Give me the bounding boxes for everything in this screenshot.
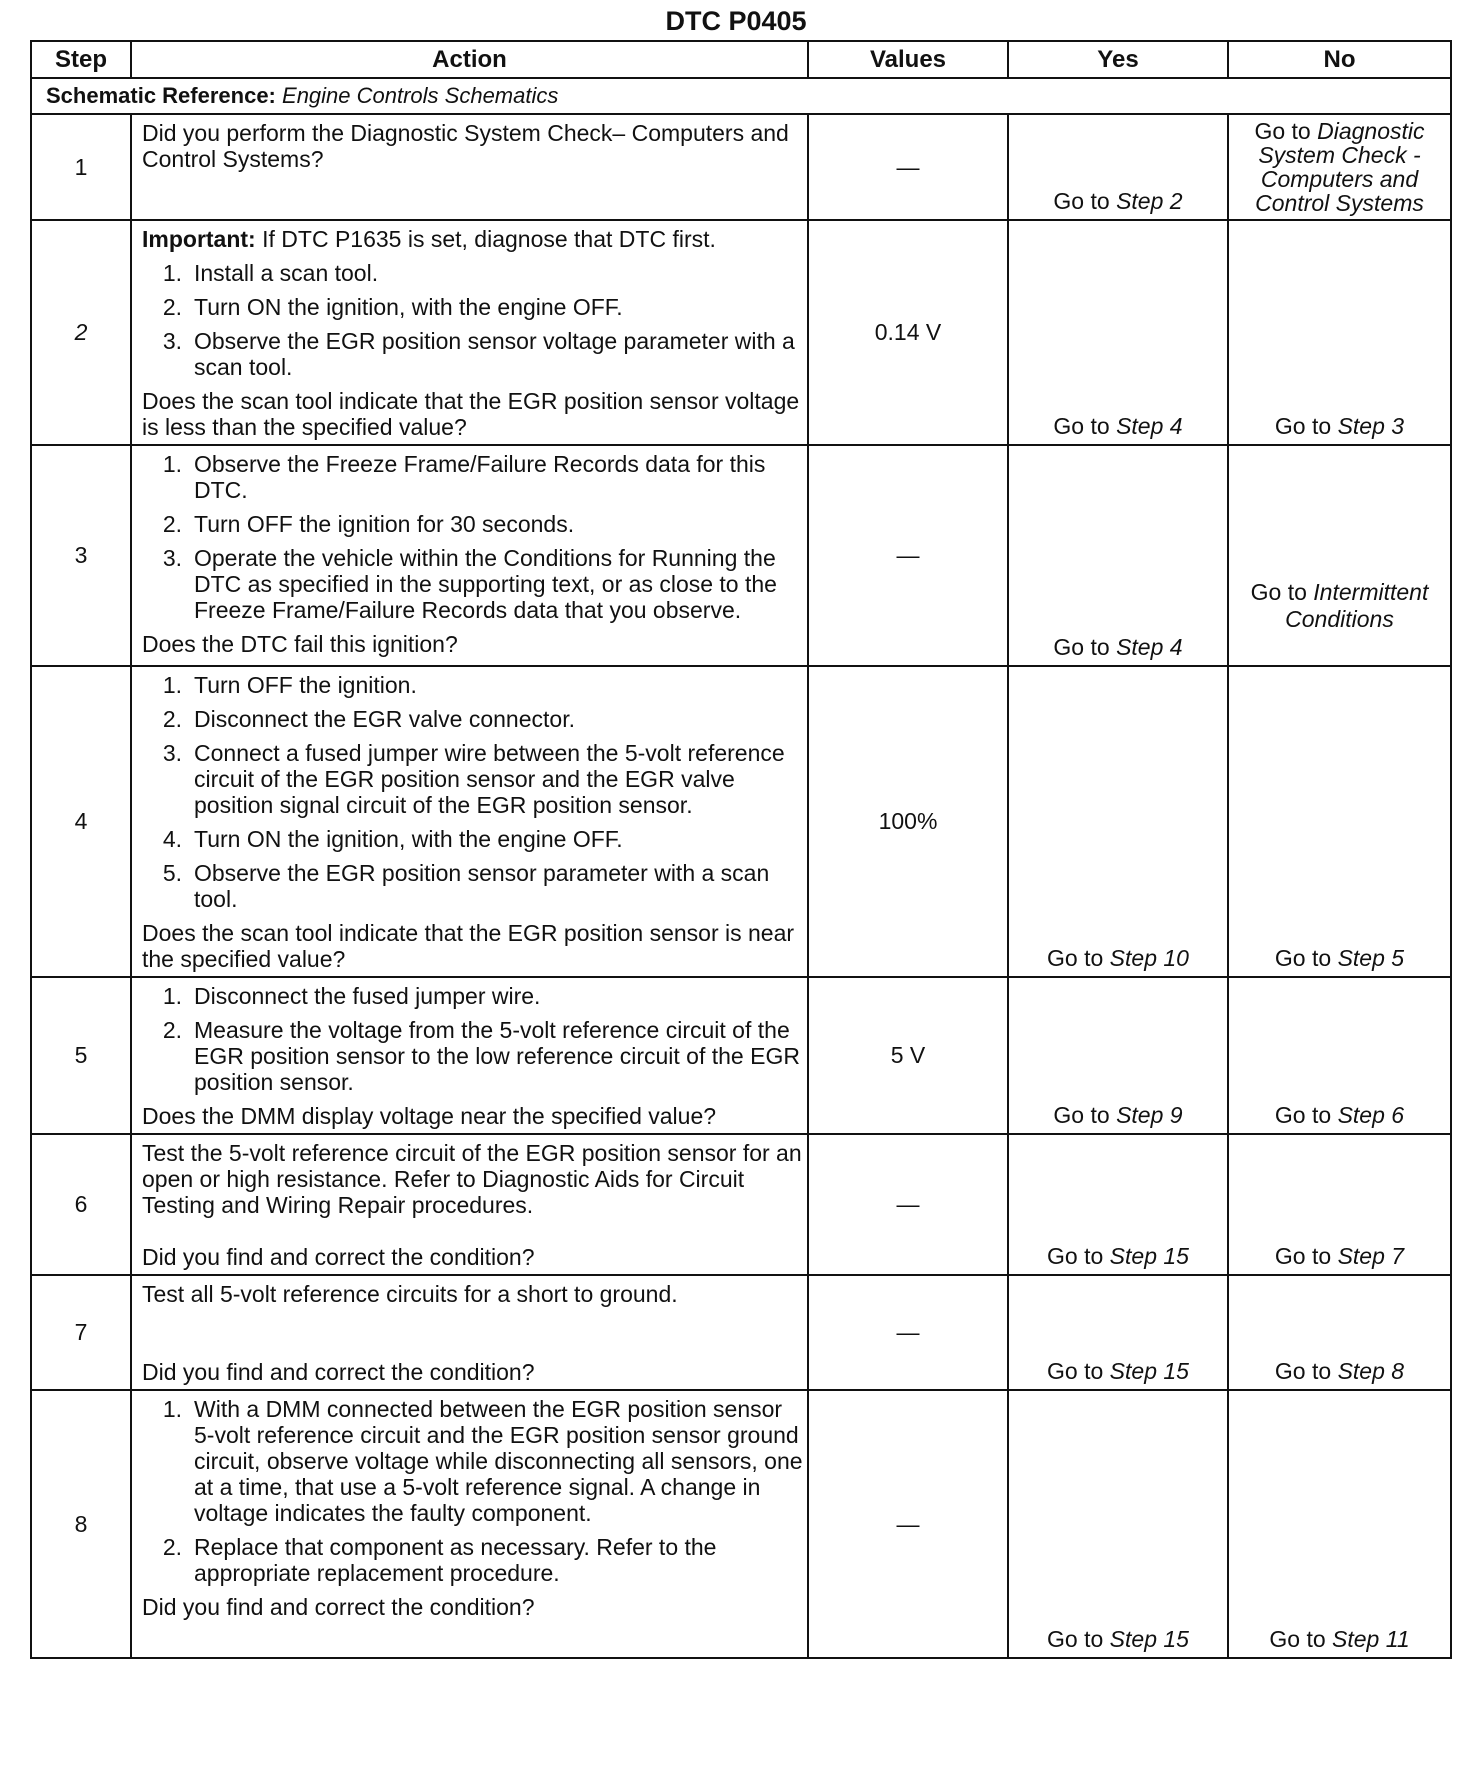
yes-cell: Go to Step 9 [1008,977,1228,1134]
no-line: Conditions [1285,605,1394,632]
action-cell [131,445,808,666]
list-item: 1. With a DMM connected between the EGR position sensor 5-volt reference circuit and the EGR position sensor ground circuit, observe voltage while disconnecting all sensors, one at a time, that use a 5-volt reference signal. A change in voltage indicates the faulty component. [162,1396,803,1526]
no-target: Step 11 [1332,1626,1410,1652]
no-line: Go to Intermittent [1250,578,1429,605]
page-title: DTC P0405 [665,6,807,36]
value-cell: 100% [808,666,1008,977]
action-cell [131,1390,808,1658]
no-cell: Go to Step 8 [1228,1275,1451,1390]
step-number: 3 [31,445,131,666]
table-row [31,666,1451,977]
no-cell: Go to Step 6 [1228,977,1451,1134]
step-list [142,451,803,623]
go-to-label: Go to [1053,188,1110,214]
value-cell: — [808,445,1008,666]
action-cell [131,1275,808,1390]
step-list [142,672,803,912]
table-row [31,977,1451,1134]
yes-cell: Go to Step 10 [1008,666,1228,977]
action-cell [131,977,808,1134]
list-item: 2. Turn ON the ignition, with the engine OFF. [162,294,623,320]
list-item: 3. Connect a fused jumper wire between the 5-volt reference circuit of the EGR position sensor and the EGR valve position signal circuit of the EGR position sensor. [162,740,785,818]
list-item: 2. Replace that component as necessary. Refer to the appropriate replacement procedure. [162,1534,717,1586]
step-list [142,260,803,380]
question-text: Does the scan tool indicate that the EGR position sensor voltage is less than the specified value? [142,388,800,440]
action-cell [131,666,808,977]
step-number: 6 [31,1134,131,1275]
no-cell: Go to Step 3 [1228,220,1451,445]
question-text: Does the DTC fail this ignition? [142,631,458,657]
yes-target: Step 15 [1109,1243,1189,1269]
diagnostic-table [30,40,1452,1659]
yes-target: Step 15 [1109,1358,1189,1384]
no-target: Step 5 [1337,945,1405,971]
schematic-reference-row [31,78,1451,114]
header-step: Step [31,41,131,78]
action-text: Test the 5-volt reference circuit of the EGR position sensor for an open or high resistance. Refer to Diagnostic Aids for Circuit Testing and Wiring Repair procedures. [142,1140,802,1218]
step-number: 2 [31,220,131,445]
yes-target: Step 4 [1116,634,1183,660]
header-action: Action [131,41,808,78]
yes-target: Step 2 [1116,188,1183,214]
question-text: Did you find and correct the condition? [142,1359,535,1385]
yes-cell: Go to Step 4 [1008,445,1228,666]
yes-target: Step 9 [1116,1102,1183,1128]
no-line: Computers and [1260,166,1419,192]
yes-target: Step 4 [1116,413,1183,439]
value-cell: — [808,1275,1008,1390]
list-item: 2. Turn OFF the ignition for 30 seconds. [162,511,575,537]
step-list [142,983,803,1095]
action-cell [131,1134,808,1275]
important-text: If DTC P1635 is set, diagnose that DTC first. [262,226,716,252]
value-cell: — [808,114,1008,220]
no-target: Step 7 [1337,1243,1405,1269]
list-item: 1. Turn OFF the ignition. [162,672,417,698]
value-cell: 5 V [808,977,1008,1134]
action-cell [131,220,808,445]
no-target: Step 8 [1337,1358,1405,1384]
no-cell [1228,445,1451,666]
question-text: Did you find and correct the condition? [142,1244,535,1270]
list-item: 2. Measure the voltage from the 5-volt reference circuit of the EGR position sensor to the low reference circuit of the EGR position sensor. [162,1017,800,1095]
step-number: 8 [31,1390,131,1658]
header-row [31,41,1451,78]
header-yes: Yes [1008,41,1228,78]
step-number: 1 [31,114,131,220]
no-cell: Go to Step 7 [1228,1134,1451,1275]
question-text: Does the scan tool indicate that the EGR position sensor is near the specified value? [142,920,795,972]
no-target: Step 6 [1337,1102,1405,1128]
value-cell: 0.14 V [808,220,1008,445]
no-cell: Go to Step 5 [1228,666,1451,977]
table-row [31,1275,1451,1390]
step-number: 5 [31,977,131,1134]
yes-cell: Go to Step 15 [1008,1390,1228,1658]
yes-target: Step 15 [1109,1626,1189,1652]
no-line: System Check - [1258,142,1421,168]
table-row [31,220,1451,445]
yes-target: Step 10 [1109,945,1189,971]
step-number: 7 [31,1275,131,1390]
list-item: 2. Disconnect the EGR valve connector. [162,706,575,732]
schematic-reference-label: Schematic Reference: [46,83,276,108]
question-text: Does the DMM display voltage near the specified value? [142,1103,717,1129]
no-line: Go to Diagnostic [1254,118,1425,144]
list-item: 3. Operate the vehicle within the Conditions for Running the DTC as specified in the supporting text, or as close to the Freeze Frame/Failure Records data that you observe. [162,545,777,623]
important-label: Important: [142,226,256,252]
table-row [31,1390,1451,1658]
value-cell: — [808,1390,1008,1658]
action-text: Test all 5-volt reference circuits for a short to ground. [142,1281,678,1307]
table-row [31,1134,1451,1275]
yes-cell: Go to Step 15 [1008,1134,1228,1275]
yes-cell [1008,114,1228,220]
yes-cell: Go to Step 4 [1008,220,1228,445]
no-cell [1228,114,1451,220]
action-cell [131,114,808,220]
list-item: 1. Observe the Freeze Frame/Failure Records data for this DTC. [162,451,766,503]
list-item: 1. Disconnect the fused jumper wire. [162,983,541,1009]
schematic-reference [31,78,1451,114]
header-values: Values [808,41,1008,78]
list-item: 5. Observe the EGR position sensor parameter with a scan tool. [162,860,770,912]
list-item: 1. Install a scan tool. [162,260,379,286]
step-number: 4 [31,666,131,977]
table-row [31,445,1451,666]
yes-cell: Go to Step 15 [1008,1275,1228,1390]
header-no: No [1228,41,1451,78]
no-line: Control Systems [1255,190,1424,216]
no-cell: Go to Step 11 [1228,1390,1451,1658]
table-row [31,114,1451,220]
list-item: 4. Turn ON the ignition, with the engine OFF. [162,826,623,852]
list-item: 3. Observe the EGR position sensor voltage parameter with a scan tool. [162,328,795,380]
no-target: Step 3 [1337,413,1405,439]
schematic-reference-text: Engine Controls Schematics [282,83,559,108]
value-cell: — [808,1134,1008,1275]
action-text: Did you perform the Diagnostic System Check– Computers and Control Systems? [142,120,789,172]
question-text: Did you find and correct the condition? [142,1594,535,1620]
step-list [142,1396,803,1586]
